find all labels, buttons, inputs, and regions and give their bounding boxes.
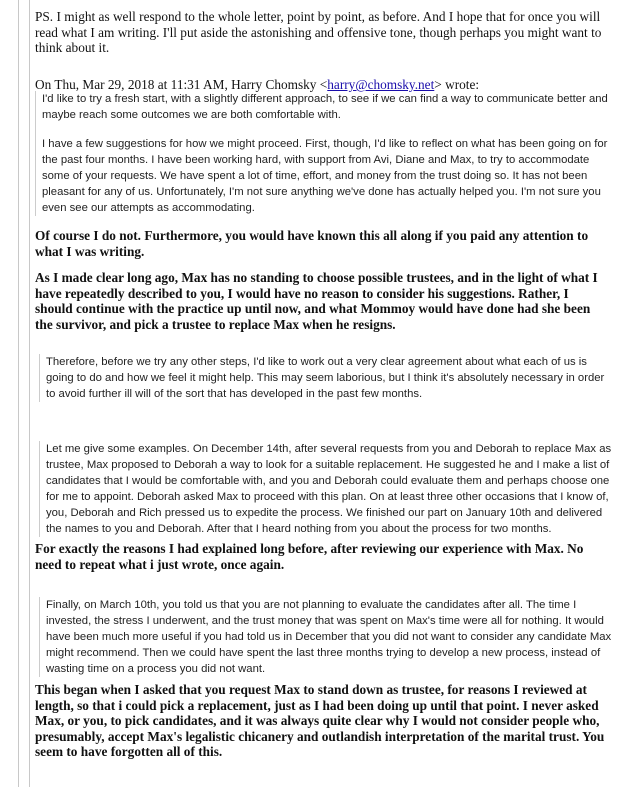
outer-quote-rule [18, 0, 19, 787]
quoted-block-1 [35, 91, 610, 216]
inner-quote-rule [29, 0, 30, 787]
reply-paragraph: This began when I asked that you request Max to stand down as trustee, for reasons I reviewed at length, so that i could pick a replacement, just as I had been doing up until that point. I never asked Max, or you, to pick candidates, and it was always quite clear why I would not consider people who, presumably, accept Max's legalistic chicanery and outlandish interpretation of the marital trust. You seem to have forgotten all of this. [35, 682, 605, 759]
quoted-paragraph: Therefore, before we try any other steps, I'd like to work out a very clear agreement about what each of us is going to do and how we feel it might help. This may seem laborious, but I think it's absolutely necessary in order to avoid further ill will of the sort that has developed in the past few months. [46, 356, 605, 400]
quoted-paragraph: Finally, on March 10th, you told us that you are not planning to evaluate the candidates after all. The time I invested, the stress I underwent, and the trust money that was spent on Max's time were all for nothing. It would have been much more useful if you had told us in December that you did not want to consider any candidate Max might recommend. Then we could have spent the last three months trying to develop a new process, instead of wasting time on a process you did not want. [46, 599, 612, 675]
quoted-block-2 [39, 354, 614, 402]
attribution-prefix: On Thu, Mar 29, 2018 at 11:31 AM, Harry Chomsky < [35, 77, 328, 92]
quoted-block-3 [39, 441, 614, 537]
quoted-paragraph: I have a few suggestions for how we might proceed. First, though, I'd like to reflect on what has been going on for the past four months. I have been working hard, with support from Avi, Diane and Max, to try to accommodate some of your requests. We have spent a lot of time, effort, and money from the trust doing so. It has not been pleasant for any of us. Unfortunately, I'm not sure anything we've done has actually helped you. I'm not sure you even see our attempts as accommodating. [42, 138, 608, 214]
sender-email-link[interactable]: harry@chomsky.net [327, 77, 435, 92]
quoted-paragraph: Let me give some examples. On December 14th, after several requests from you and Deborah to replace Max as trustee, Max proposed to Deborah a way to look for a suitable replacement. He suggested he and I make a list of candidates that I would be comfortable with, and you and Deborah could evaluate them and perhaps choose one for me to appoint. Deborah asked Max to proceed with this plan. On at least three other occasions that I know of, you, Deborah and Rich pressed us to expedite the process. We finished our part on January 10th and delivered the names to you and Deborah. After that I heard nothing from you about the process for two months. [46, 443, 612, 535]
reply-intro: PS. I might as well respond to the whole letter, point by point, as before. And I hope that for once you will read what I am writing. I'll put aside the astonishing and offensive tone, though perhaps you might want to think about it. [35, 9, 602, 55]
quoted-block-4 [39, 597, 614, 677]
quoted-paragraph: I'd like to try a fresh start, with a slightly different approach, to see if we can find a way to communicate better and maybe reach some outcomes we are both comfortable with. [42, 93, 608, 121]
reply-paragraph: For exactly the reasons I had explained long before, after reviewing our experience with Max. No need to repeat what i just wrote, once again. [35, 541, 584, 572]
reply-paragraph: As I made clear long ago, Max has no standing to choose possible trustees, and in the light of what I have repeatedly described to you, I would have no reason to consider his suggestions. Rather, I should continue with the practice up until now, and what Mommoy would have done had she been the survivor, and pick a trustee to replace Max when he resigns. [35, 270, 598, 332]
attribution-suffix: > wrote: [434, 77, 480, 92]
reply-paragraph: Of course I do not. Furthermore, you would have known this all along if you paid any attention to what I was writing. [35, 228, 589, 259]
